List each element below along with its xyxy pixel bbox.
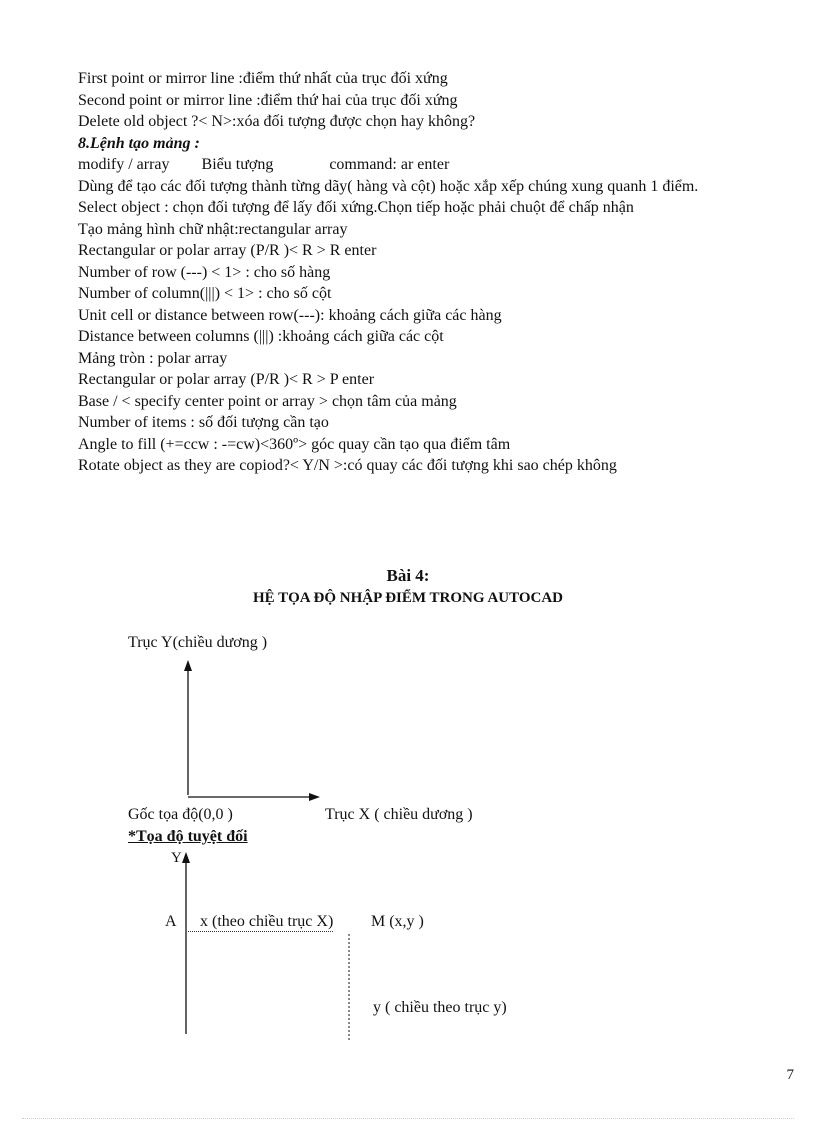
instruction-line: Mảng tròn : polar array [78,349,228,367]
instruction-line: Select object : chọn đối tượng để lấy đối xứng.Chọn tiếp hoặc phải chuột để chấp nhận [78,199,634,216]
y-axis-label: Trục Y(chiều dương ) [128,634,268,651]
y-distance-label: y ( chiều theo trục y) [373,999,507,1016]
instruction-line: First point or mirror line :điểm thứ nhất của trục đối xứng [78,70,448,87]
point-a-label: A [165,913,177,930]
absolute-y-axis-arrow [182,852,190,1034]
section-heading-array: 8.Lệnh tạo mảng : [78,134,200,152]
lesson-subtitle: HỆ TỌA ĐỘ NHẬP ĐIỂM TRONG AUTOCAD [252,590,564,606]
instruction-line: Number of items : số đối tượng cần tạo [78,414,329,431]
lesson-title: Bài 4: [386,566,430,585]
footer-divider [22,1118,794,1119]
instruction-paragraph: Dùng để tạo các đối tượng thành từng dãy( hàng và cột) hoặc xắp xếp chúng xung quanh 1 điểm. [78,177,699,195]
instruction-line: Angle to fill (+=ccw : -=cw)<360º> góc quay cần tạo qua điểm tâm [78,435,511,453]
origin-label: Gốc tọa độ(0,0 ) [128,806,233,823]
instruction-line: Rectangular or polar array (P/R )< R > R enter [78,242,377,259]
x-axis-label: Trục X ( chiều dương ) [325,806,473,823]
instruction-line: Base / < specify center point or array > chọn tâm của mảng [78,392,457,410]
x-distance-label: x (theo chiều trục X) [188,913,333,932]
page-number: 7 [786,1067,794,1083]
instruction-line: Tạo mảng hình chữ nhật:rectangular array [78,220,348,238]
absolute-coordinates-heading: *Tọa độ tuyệt đối [128,828,248,845]
x-axis-arrow [188,793,320,801]
instruction-line: Second point or mirror line :điểm thứ hai của trục đối xứng [78,91,458,109]
instruction-line: Number of row (---) < 1> : cho số hàng [78,263,331,281]
instruction-line: Number of column(|||) < 1> : cho số cột [78,285,332,302]
instruction-line: Distance between columns (|||) :khoảng cách giữa các cột [78,328,444,345]
point-m-label: M (x,y ) [371,913,424,930]
y-axis-arrow [184,660,192,795]
instruction-line: Rectangular or polar array (P/R )< R > P enter [78,371,375,388]
instruction-line: modify / array Biểu tượng command: ar enter [78,156,450,173]
instruction-line: Unit cell or distance between row(---): khoảng cách giữa các hàng [78,306,502,324]
y-label: Y [171,850,182,866]
instruction-line: Rotate object as they are copiod?< Y/N >:có quay các đối tượng khi sao chép không [78,457,617,474]
instruction-line: Delete old object ?< N>:xóa đối tượng được chọn hay không? [78,113,476,130]
